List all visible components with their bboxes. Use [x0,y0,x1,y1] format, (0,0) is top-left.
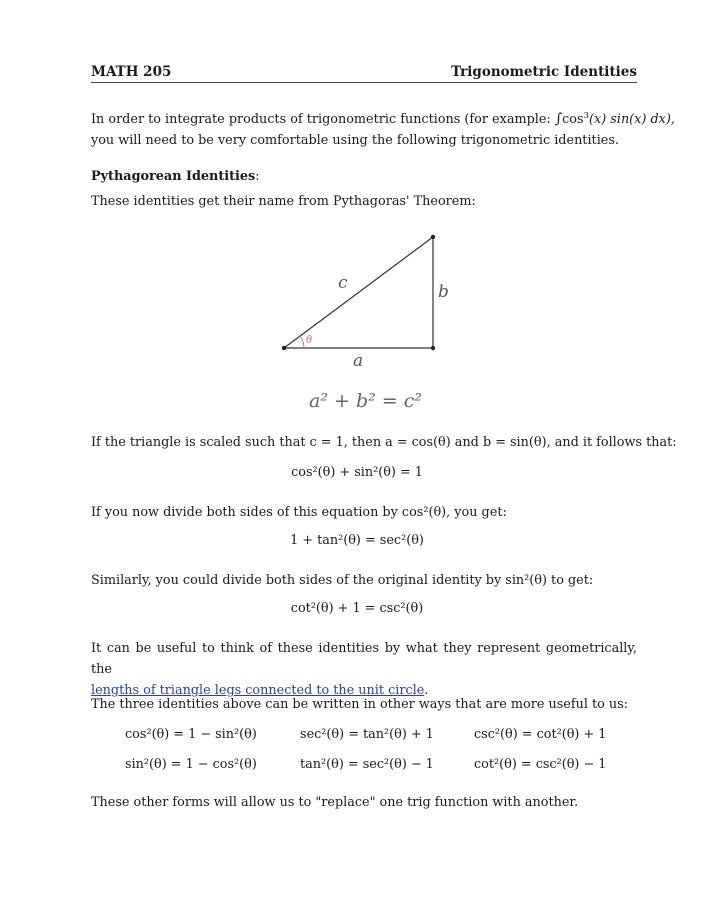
identity-sec-squared: sec²(θ) = tan²(θ) + 1 [300,727,434,742]
integral-symbol: ∫ [554,111,563,127]
intro-line-2: you will need to be very comfortable using the following trigonometric identities. [91,133,619,148]
label-a: a [353,351,364,371]
page-header [91,64,637,83]
equation-cos-sin: cos²(θ) + sin²(θ) = 1 [291,465,423,480]
vertex-dot [431,235,435,239]
paragraph-other-ways: The three identities above can be written in other ways that are more useful to us: [91,697,629,712]
paragraph-similarly: Similarly, you could divide both sides of the original identity by sin²(θ) to get: [91,573,594,588]
intro-line-1: In order to integrate products of trigonometric functions (for example: $\int\cos^3(x)$ sin(x) dx), [91,111,675,127]
section-heading: Pythagorean Identities: [91,169,260,184]
paragraph-divide: If you now divide both sides of this equation by cos²(θ), you get: [91,505,507,520]
paragraph-scaled: If the triangle is scaled such that c = 1, then a = cos(θ) and b = sin(θ), and it follows that: [91,435,677,450]
identity-cos-squared: cos²(θ) = 1 − sin²(θ) [125,727,257,742]
label-b: b [438,282,449,302]
label-c: c [338,273,348,293]
identity-cot-squared: cot²(θ) = csc²(θ) − 1 [474,757,607,772]
geometric-line-1: It can be useful to think of these identities by what they represent geometrically, the [91,641,637,677]
section-subtitle: These identities get their name from Pythagoras' Theorem: [91,194,476,209]
section-title: Pythagorean Identities [91,169,256,184]
hypotenuse-line [284,237,433,348]
identity-csc-squared: csc²(θ) = cot²(θ) + 1 [474,727,607,742]
equation-tan-sec: 1 + tan²(θ) = sec²(θ) [290,533,424,548]
intro-paragraph [91,109,675,151]
angle-arc [300,336,304,348]
geometric-line-2: lengths of triangle legs connected to the unit circle. [91,683,429,698]
paragraph-final: These other forms will allow us to "replace" one trig function with another. [91,795,579,810]
equation-cot-csc: cot²(θ) + 1 = csc²(θ) [290,601,424,616]
pythagorean-equation: a² + b² = c² [309,390,422,412]
header-topic: Trigonometric Identities [451,64,637,80]
theta-label: θ [306,335,313,346]
unit-circle-link[interactable]: lengths of triangle legs connected to the unit circle [91,683,425,698]
course-code: MATH 205 [91,64,172,80]
right-triangle-diagram [270,222,460,422]
paragraph-geometric [91,638,637,701]
identity-tan-squared: tan²(θ) = sec²(θ) − 1 [300,757,434,772]
vertex-dot [282,346,286,350]
identity-sin-squared: sin²(θ) = 1 − cos²(θ) [125,757,257,772]
vertex-dot [431,346,435,350]
